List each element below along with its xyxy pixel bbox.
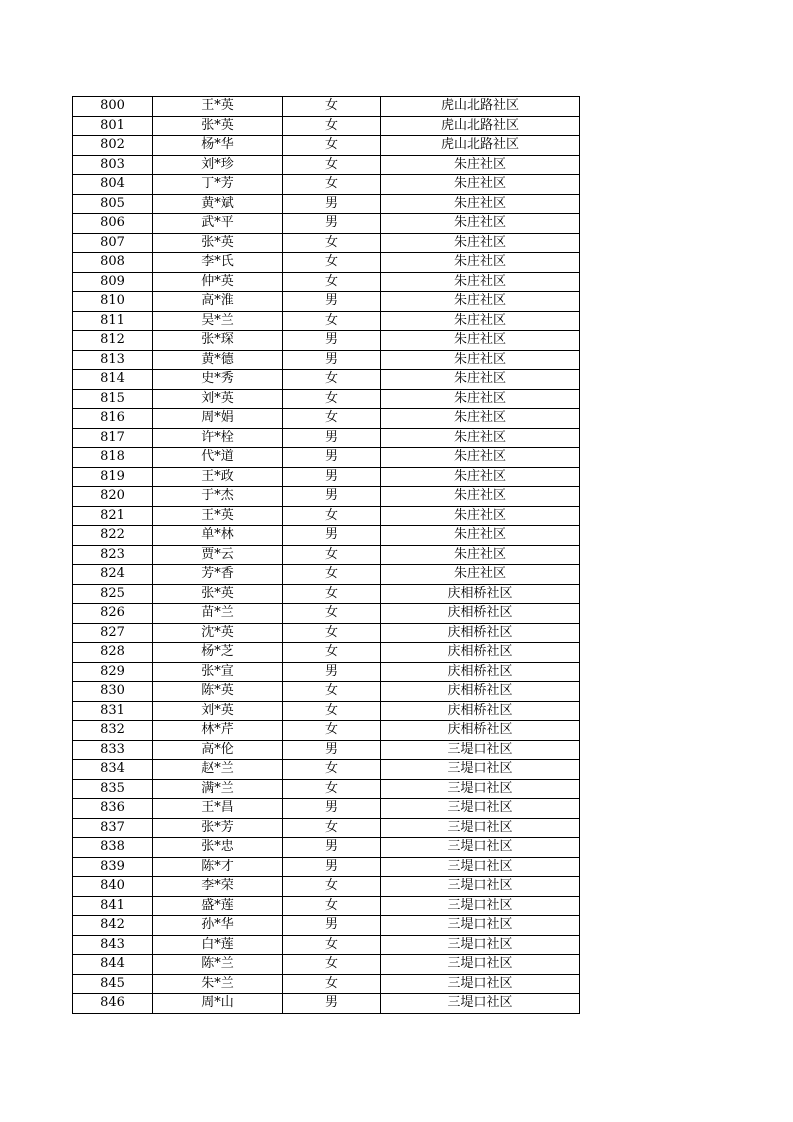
gender-cell: 女 <box>283 896 381 916</box>
gender-cell: 男 <box>283 994 381 1014</box>
gender-cell: 女 <box>283 682 381 702</box>
name-cell: 杨*芝 <box>153 643 283 663</box>
gender-cell: 男 <box>283 916 381 936</box>
gender-cell: 女 <box>283 311 381 331</box>
gender-cell: 男 <box>283 526 381 546</box>
name-cell: 贾*云 <box>153 545 283 565</box>
community-cell: 朱庄社区 <box>381 155 580 175</box>
row-number-cell: 817 <box>73 428 153 448</box>
row-number-cell: 820 <box>73 487 153 507</box>
row-number-cell: 818 <box>73 448 153 468</box>
table-row <box>73 565 580 585</box>
row-number-cell: 828 <box>73 643 153 663</box>
row-number-cell: 833 <box>73 740 153 760</box>
name-cell: 黄*德 <box>153 350 283 370</box>
gender-cell: 男 <box>283 467 381 487</box>
table-row <box>73 623 580 643</box>
gender-cell: 女 <box>283 974 381 994</box>
name-cell: 吴*兰 <box>153 311 283 331</box>
community-cell: 庆相桥社区 <box>381 623 580 643</box>
table-row <box>73 311 580 331</box>
name-cell: 王*英 <box>153 506 283 526</box>
community-cell: 三堤口社区 <box>381 916 580 936</box>
name-cell: 李*荣 <box>153 877 283 897</box>
table-row <box>73 467 580 487</box>
table-row <box>73 604 580 624</box>
name-cell: 高*淮 <box>153 292 283 312</box>
name-cell: 单*林 <box>153 526 283 546</box>
gender-cell: 男 <box>283 799 381 819</box>
table-row <box>73 272 580 292</box>
community-cell: 朱庄社区 <box>381 233 580 253</box>
name-cell: 王*政 <box>153 467 283 487</box>
row-number-cell: 830 <box>73 682 153 702</box>
community-cell: 三堤口社区 <box>381 799 580 819</box>
row-number-cell: 812 <box>73 331 153 351</box>
gender-cell: 女 <box>283 584 381 604</box>
row-number-cell: 842 <box>73 916 153 936</box>
gender-cell: 女 <box>283 701 381 721</box>
name-cell: 陈*兰 <box>153 955 283 975</box>
name-cell: 丁*芳 <box>153 175 283 195</box>
row-number-cell: 801 <box>73 116 153 136</box>
row-number-cell: 800 <box>73 97 153 117</box>
name-cell: 盛*莲 <box>153 896 283 916</box>
row-number-cell: 809 <box>73 272 153 292</box>
table-row <box>73 838 580 858</box>
roster-table <box>72 96 580 1014</box>
gender-cell: 女 <box>283 935 381 955</box>
community-cell: 朱庄社区 <box>381 370 580 390</box>
name-cell: 武*平 <box>153 214 283 234</box>
table-row <box>73 370 580 390</box>
row-number-cell: 805 <box>73 194 153 214</box>
gender-cell: 女 <box>283 721 381 741</box>
name-cell: 王*英 <box>153 97 283 117</box>
gender-cell: 男 <box>283 331 381 351</box>
row-number-cell: 823 <box>73 545 153 565</box>
table-row <box>73 214 580 234</box>
table-row <box>73 389 580 409</box>
row-number-cell: 808 <box>73 253 153 273</box>
name-cell: 张*忠 <box>153 838 283 858</box>
table-row <box>73 662 580 682</box>
table-row <box>73 916 580 936</box>
gender-cell: 女 <box>283 136 381 156</box>
community-cell: 三堤口社区 <box>381 935 580 955</box>
gender-cell: 女 <box>283 409 381 429</box>
community-cell: 朱庄社区 <box>381 526 580 546</box>
name-cell: 芳*香 <box>153 565 283 585</box>
community-cell: 三堤口社区 <box>381 857 580 877</box>
community-cell: 庆相桥社区 <box>381 604 580 624</box>
table-row <box>73 506 580 526</box>
name-cell: 刘*英 <box>153 701 283 721</box>
gender-cell: 女 <box>283 779 381 799</box>
table-row <box>73 409 580 429</box>
gender-cell: 女 <box>283 272 381 292</box>
gender-cell: 女 <box>283 818 381 838</box>
community-cell: 三堤口社区 <box>381 955 580 975</box>
gender-cell: 男 <box>283 838 381 858</box>
row-number-cell: 819 <box>73 467 153 487</box>
community-cell: 三堤口社区 <box>381 760 580 780</box>
name-cell: 满*兰 <box>153 779 283 799</box>
name-cell: 沈*英 <box>153 623 283 643</box>
row-number-cell: 804 <box>73 175 153 195</box>
table-row <box>73 896 580 916</box>
name-cell: 张*宣 <box>153 662 283 682</box>
gender-cell: 女 <box>283 253 381 273</box>
row-number-cell: 825 <box>73 584 153 604</box>
gender-cell: 女 <box>283 643 381 663</box>
table-row <box>73 175 580 195</box>
table-row <box>73 721 580 741</box>
gender-cell: 女 <box>283 545 381 565</box>
name-cell: 孙*华 <box>153 916 283 936</box>
table-row <box>73 448 580 468</box>
community-cell: 三堤口社区 <box>381 994 580 1014</box>
table-row <box>73 935 580 955</box>
table-row <box>73 350 580 370</box>
community-cell: 朱庄社区 <box>381 545 580 565</box>
community-cell: 朱庄社区 <box>381 214 580 234</box>
name-cell: 于*杰 <box>153 487 283 507</box>
gender-cell: 女 <box>283 760 381 780</box>
table-row <box>73 331 580 351</box>
name-cell: 许*栓 <box>153 428 283 448</box>
row-number-cell: 835 <box>73 779 153 799</box>
table-row <box>73 155 580 175</box>
row-number-cell: 814 <box>73 370 153 390</box>
name-cell: 朱*兰 <box>153 974 283 994</box>
name-cell: 张*英 <box>153 233 283 253</box>
row-number-cell: 815 <box>73 389 153 409</box>
community-cell: 三堤口社区 <box>381 818 580 838</box>
name-cell: 李*氏 <box>153 253 283 273</box>
name-cell: 白*莲 <box>153 935 283 955</box>
row-number-cell: 813 <box>73 350 153 370</box>
gender-cell: 女 <box>283 623 381 643</box>
community-cell: 朱庄社区 <box>381 350 580 370</box>
gender-cell: 女 <box>283 955 381 975</box>
community-cell: 朱庄社区 <box>381 194 580 214</box>
name-cell: 杨*华 <box>153 136 283 156</box>
table-row <box>73 428 580 448</box>
row-number-cell: 838 <box>73 838 153 858</box>
community-cell: 庆相桥社区 <box>381 721 580 741</box>
name-cell: 张*英 <box>153 116 283 136</box>
gender-cell: 男 <box>283 292 381 312</box>
name-cell: 陈*才 <box>153 857 283 877</box>
community-cell: 朱庄社区 <box>381 253 580 273</box>
roster-body <box>73 97 580 1014</box>
row-number-cell: 832 <box>73 721 153 741</box>
gender-cell: 女 <box>283 565 381 585</box>
community-cell: 庆相桥社区 <box>381 643 580 663</box>
community-cell: 三堤口社区 <box>381 779 580 799</box>
row-number-cell: 829 <box>73 662 153 682</box>
row-number-cell: 840 <box>73 877 153 897</box>
row-number-cell: 841 <box>73 896 153 916</box>
gender-cell: 女 <box>283 370 381 390</box>
community-cell: 朱庄社区 <box>381 506 580 526</box>
table-row <box>73 292 580 312</box>
name-cell: 张*英 <box>153 584 283 604</box>
name-cell: 王*昌 <box>153 799 283 819</box>
community-cell: 朱庄社区 <box>381 467 580 487</box>
row-number-cell: 837 <box>73 818 153 838</box>
gender-cell: 男 <box>283 214 381 234</box>
gender-cell: 男 <box>283 350 381 370</box>
row-number-cell: 843 <box>73 935 153 955</box>
row-number-cell: 836 <box>73 799 153 819</box>
community-cell: 朱庄社区 <box>381 389 580 409</box>
table-row <box>73 974 580 994</box>
name-cell: 张*芳 <box>153 818 283 838</box>
gender-cell: 男 <box>283 194 381 214</box>
community-cell: 朱庄社区 <box>381 272 580 292</box>
community-cell: 朱庄社区 <box>381 292 580 312</box>
gender-cell: 女 <box>283 175 381 195</box>
gender-cell: 男 <box>283 740 381 760</box>
community-cell: 朱庄社区 <box>381 331 580 351</box>
name-cell: 刘*英 <box>153 389 283 409</box>
table-row <box>73 116 580 136</box>
name-cell: 黄*斌 <box>153 194 283 214</box>
row-number-cell: 811 <box>73 311 153 331</box>
community-cell: 朱庄社区 <box>381 428 580 448</box>
table-row <box>73 584 580 604</box>
row-number-cell: 834 <box>73 760 153 780</box>
community-cell: 虎山北路社区 <box>381 97 580 117</box>
row-number-cell: 806 <box>73 214 153 234</box>
row-number-cell: 846 <box>73 994 153 1014</box>
name-cell: 苗*兰 <box>153 604 283 624</box>
table-row <box>73 233 580 253</box>
gender-cell: 女 <box>283 116 381 136</box>
community-cell: 三堤口社区 <box>381 740 580 760</box>
community-cell: 庆相桥社区 <box>381 662 580 682</box>
community-cell: 庆相桥社区 <box>381 682 580 702</box>
row-number-cell: 845 <box>73 974 153 994</box>
gender-cell: 女 <box>283 604 381 624</box>
community-cell: 朱庄社区 <box>381 409 580 429</box>
name-cell: 史*秀 <box>153 370 283 390</box>
community-cell: 朱庄社区 <box>381 565 580 585</box>
table-row <box>73 253 580 273</box>
gender-cell: 女 <box>283 233 381 253</box>
community-cell: 虎山北路社区 <box>381 136 580 156</box>
name-cell: 周*山 <box>153 994 283 1014</box>
row-number-cell: 802 <box>73 136 153 156</box>
gender-cell: 女 <box>283 155 381 175</box>
table-row <box>73 955 580 975</box>
row-number-cell: 821 <box>73 506 153 526</box>
community-cell: 三堤口社区 <box>381 974 580 994</box>
name-cell: 仲*英 <box>153 272 283 292</box>
name-cell: 林*芹 <box>153 721 283 741</box>
table-row <box>73 194 580 214</box>
name-cell: 代*道 <box>153 448 283 468</box>
community-cell: 朱庄社区 <box>381 448 580 468</box>
community-cell: 三堤口社区 <box>381 877 580 897</box>
name-cell: 周*娟 <box>153 409 283 429</box>
row-number-cell: 827 <box>73 623 153 643</box>
gender-cell: 女 <box>283 389 381 409</box>
community-cell: 庆相桥社区 <box>381 701 580 721</box>
row-number-cell: 831 <box>73 701 153 721</box>
community-cell: 朱庄社区 <box>381 311 580 331</box>
name-cell: 陈*英 <box>153 682 283 702</box>
gender-cell: 男 <box>283 487 381 507</box>
community-cell: 三堤口社区 <box>381 896 580 916</box>
row-number-cell: 822 <box>73 526 153 546</box>
table-row <box>73 779 580 799</box>
community-cell: 庆相桥社区 <box>381 584 580 604</box>
table-row <box>73 857 580 877</box>
table-row <box>73 643 580 663</box>
table-row <box>73 682 580 702</box>
table-row <box>73 545 580 565</box>
row-number-cell: 810 <box>73 292 153 312</box>
community-cell: 朱庄社区 <box>381 175 580 195</box>
row-number-cell: 816 <box>73 409 153 429</box>
table-row <box>73 526 580 546</box>
table-row <box>73 97 580 117</box>
table-row <box>73 701 580 721</box>
gender-cell: 女 <box>283 97 381 117</box>
row-number-cell: 826 <box>73 604 153 624</box>
community-cell: 三堤口社区 <box>381 838 580 858</box>
table-row <box>73 740 580 760</box>
row-number-cell: 824 <box>73 565 153 585</box>
gender-cell: 女 <box>283 877 381 897</box>
table-row <box>73 799 580 819</box>
table-row <box>73 136 580 156</box>
table-row <box>73 994 580 1014</box>
row-number-cell: 844 <box>73 955 153 975</box>
row-number-cell: 807 <box>73 233 153 253</box>
name-cell: 刘*珍 <box>153 155 283 175</box>
community-cell: 朱庄社区 <box>381 487 580 507</box>
name-cell: 张*琛 <box>153 331 283 351</box>
gender-cell: 男 <box>283 448 381 468</box>
name-cell: 高*伦 <box>153 740 283 760</box>
community-cell: 虎山北路社区 <box>381 116 580 136</box>
table-row <box>73 818 580 838</box>
table-row <box>73 760 580 780</box>
row-number-cell: 803 <box>73 155 153 175</box>
gender-cell: 女 <box>283 506 381 526</box>
gender-cell: 男 <box>283 428 381 448</box>
row-number-cell: 839 <box>73 857 153 877</box>
name-cell: 赵*兰 <box>153 760 283 780</box>
table-row <box>73 487 580 507</box>
gender-cell: 男 <box>283 857 381 877</box>
gender-cell: 男 <box>283 662 381 682</box>
table-row <box>73 877 580 897</box>
